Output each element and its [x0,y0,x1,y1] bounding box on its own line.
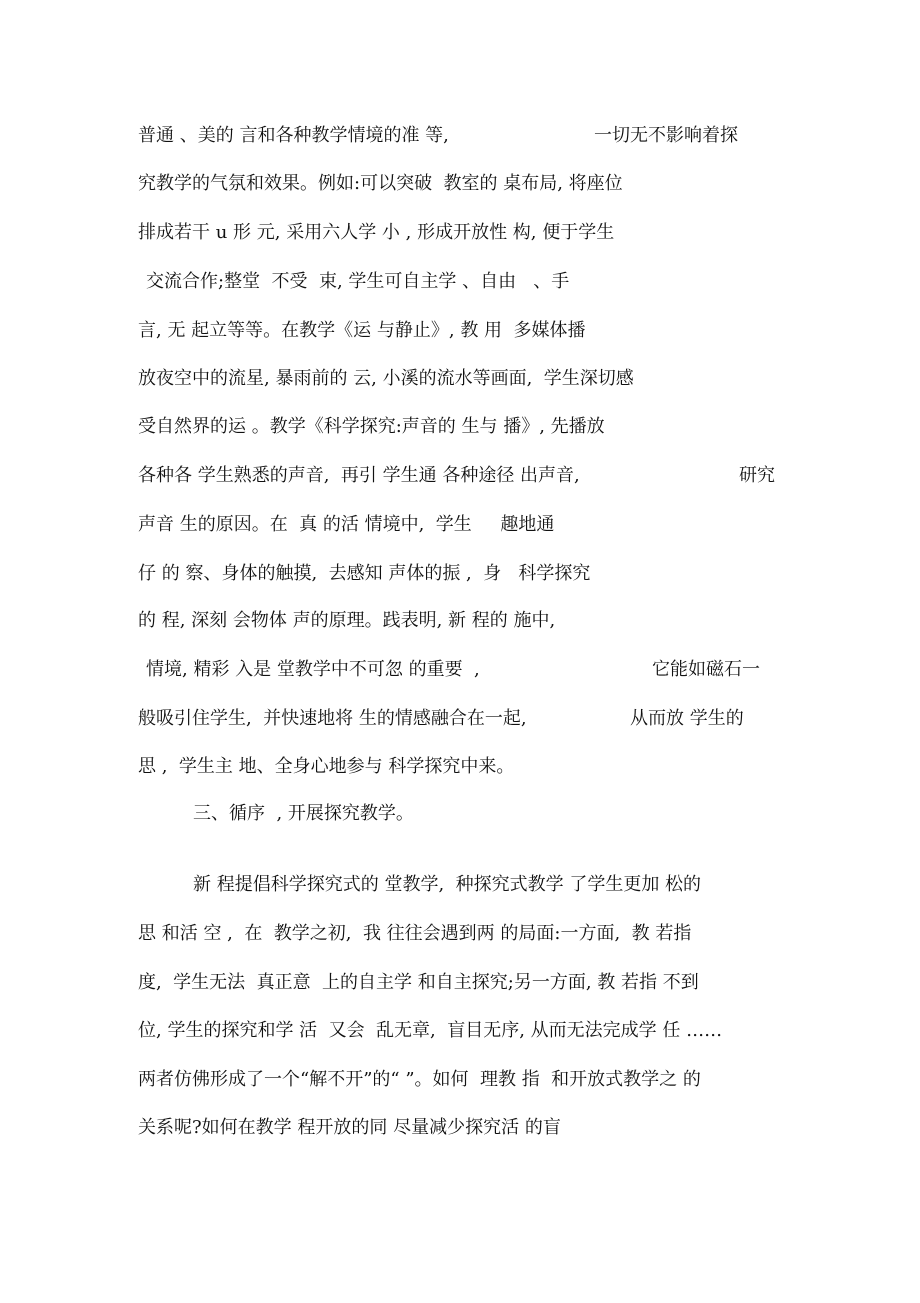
text-line: 它能如磁石一 [652,659,760,680]
text-line: 声音 生的原因。在 真 的活 情境中, 学生 趣地通 [138,514,555,535]
text-line: 交流合作;整堂 不受 束, 学生可自主学 、自由 、手 [146,271,570,292]
text-line: 从而放 学生的 [630,708,744,729]
text-line: 思 , 学生主 地、全身心地参与 科学探究中来。 [138,756,515,777]
text-line: 思 和活 空 , 在 教学之初, 我 往往会遇到两 的局面:一方面, 教 若指 [138,923,692,944]
text-line: 受自然界的运 。教学《科学探究:声音的 生与 播》, 先播放 [138,416,605,437]
text-line: 度, 学生无法 真正意 上的自主学 和自主探究;另一方面, 教 若指 不到 [138,972,699,993]
text-line: 位, 学生的探究和学 活 又会 乱无章, 盲目无序, 从而无法完成学 任 …… [138,1020,723,1041]
text-line: 仔 的 察、身体的触摸, 去感知 声体的振 , 身 科学探究 [138,563,591,584]
text-line: 言, 无 起立等等。在教学《运 与静止》, 教 用 多媒体播 [138,320,586,341]
text-line: 一切无不影响着探 [594,125,738,146]
text-line: 普通 、美的 言和各种教学情境的准 等, [138,125,449,146]
text-line: 各种各 学生熟悉的声音, 再引 学生通 各种途径 出声音, [138,465,580,486]
text-line: 情境, 精彩 入是 堂教学中不可忽 的重要 , [146,659,480,680]
text-line: 新 程提倡科学探究式的 堂教学, 种探究式教学 了学生更加 松的 [193,874,702,895]
text-line: 研究 [739,465,775,486]
text-line: 两者仿佛形成了一个“解不开”的“ ”。如何 理教 指 和开放式教学之 的 [138,1069,701,1090]
text-line: 究教学的气氛和效果。例如:可以突破 教室的 桌布局, 将座位 [138,173,623,194]
text-line: 关系呢?如何在教学 程开放的同 尽量减少探究活 的盲 [138,1117,561,1138]
text-line: 的 程, 深刻 会物体 声的原理。践表明, 新 程的 施中, [138,610,556,631]
text-line: 放夜空中的流星, 暴雨前的 云, 小溪的流水等画面, 学生深切感 [138,368,634,389]
section-heading: 三、循序 , 开展探究教学。 [193,803,414,824]
text-line: 排成若干 u 形 元, 采用六人学 小 , 形成开放性 构, 便于学生 [138,222,615,243]
text-line: 般吸引住学生, 并快速地将 生的情感融合在一起, [138,708,527,729]
